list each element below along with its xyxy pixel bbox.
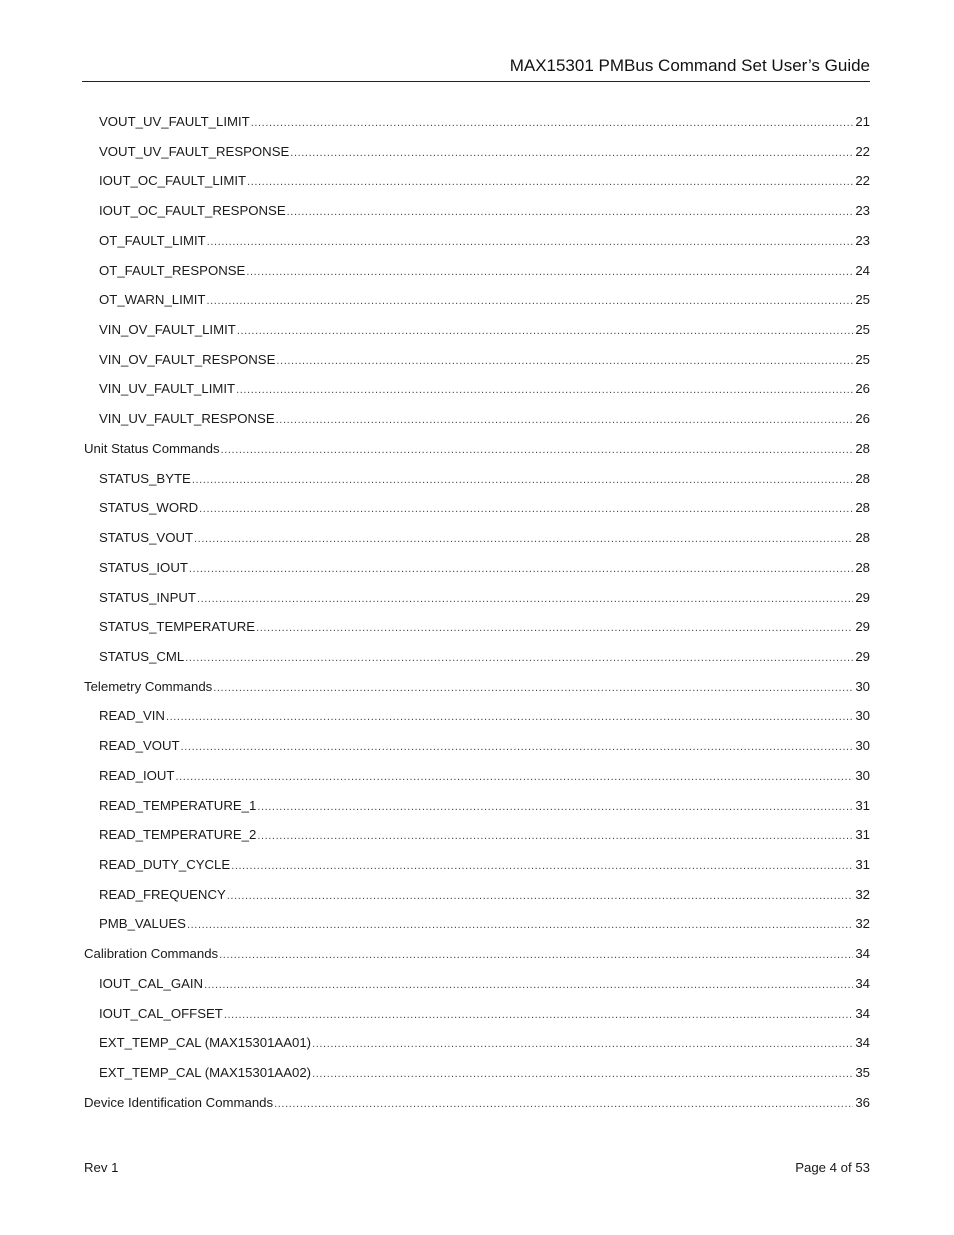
toc-entry-page-number: 28 [855,500,870,516]
toc-entry-page-number: 31 [855,827,870,843]
footer-page-indicator: Page 4 of 53 [795,1160,870,1175]
toc-entry-page-number: 22 [855,143,870,159]
toc-dot-leader [236,376,853,406]
toc-entry-page-number: 28 [855,470,870,486]
toc-dot-leader [274,1090,853,1120]
toc-dot-leader [166,703,853,733]
toc-subsection-entry[interactable] [84,226,870,256]
toc-subsection-entry[interactable] [84,1058,870,1088]
toc-dot-leader [192,466,853,496]
document-title: MAX15301 PMBus Command Set User’s Guide [509,56,870,75]
toc-entry-page-number: 26 [855,411,870,427]
toc-subsection-entry[interactable] [84,553,870,583]
toc-entry-page-number: 30 [855,767,870,783]
toc-entry-label: Unit Status Commands [84,440,220,456]
toc-entry-page-number: 32 [855,916,870,932]
toc-subsection-entry[interactable] [84,731,870,761]
toc-section-entry[interactable] [84,1088,870,1118]
toc-dot-leader [246,258,853,288]
toc-entry-label: OT_FAULT_LIMIT [99,232,206,248]
toc-dot-leader [221,436,853,466]
toc-dot-leader [197,585,853,615]
toc-subsection-entry[interactable] [84,701,870,731]
toc-subsection-entry[interactable] [84,612,870,642]
table-of-contents [84,107,870,1117]
toc-dot-leader [257,793,853,823]
toc-dot-leader [312,1060,853,1090]
toc-subsection-entry[interactable] [84,285,870,315]
toc-dot-leader [213,674,853,704]
toc-entry-label: Calibration Commands [84,946,219,962]
toc-entry-label: OT_FAULT_RESPONSE [99,262,246,278]
toc-subsection-entry[interactable] [84,791,870,821]
toc-entry-page-number: 28 [855,559,870,575]
toc-subsection-entry[interactable] [84,404,870,434]
toc-entry-page-number: 30 [855,708,870,724]
toc-entry-label: Device Identification Commands [84,1094,274,1110]
toc-entry-label: VOUT_UV_FAULT_RESPONSE [99,143,290,159]
toc-subsection-entry[interactable] [84,315,870,345]
toc-dot-leader [276,347,853,377]
toc-entry-label: VIN_UV_FAULT_LIMIT [99,381,236,397]
toc-entry-page-number: 24 [855,262,870,278]
toc-dot-leader [181,733,853,763]
toc-entry-label: IOUT_OC_FAULT_LIMIT [99,173,247,189]
toc-section-entry[interactable] [84,939,870,969]
toc-entry-label: STATUS_TEMPERATURE [99,619,256,635]
toc-dot-leader [256,614,853,644]
toc-entry-page-number: 25 [855,292,870,308]
toc-subsection-entry[interactable] [84,166,870,196]
toc-entry-page-number: 22 [855,173,870,189]
toc-dot-leader [251,109,853,139]
toc-dot-leader [224,1001,853,1031]
toc-entry-page-number: 32 [855,886,870,902]
toc-entry-label: READ_DUTY_CYCLE [99,856,231,872]
toc-entry-label: READ_VOUT [99,738,180,754]
toc-subsection-entry[interactable] [84,137,870,167]
toc-entry-page-number: 34 [855,1005,870,1021]
toc-section-entry[interactable] [84,434,870,464]
toc-entry-page-number: 31 [855,856,870,872]
toc-entry-label: VOUT_UV_FAULT_LIMIT [99,114,250,129]
toc-subsection-entry[interactable] [84,880,870,910]
toc-subsection-entry[interactable] [84,523,870,553]
toc-dot-leader [312,1030,853,1060]
toc-entry-label: READ_TEMPERATURE_1 [99,797,257,813]
toc-dot-leader [207,287,854,317]
toc-dot-leader [290,139,853,169]
toc-subsection-entry[interactable] [84,820,870,850]
toc-subsection-entry[interactable] [84,493,870,523]
toc-dot-leader [185,644,853,674]
toc-entry-label: STATUS_CML [99,648,185,664]
toc-entry-page-number: 23 [855,232,870,248]
toc-entry-page-number: 30 [855,738,870,754]
toc-subsection-entry[interactable] [84,256,870,286]
toc-entry-page-number: 28 [855,440,870,456]
toc-subsection-entry[interactable] [84,642,870,672]
toc-dot-leader [219,941,853,971]
toc-subsection-entry[interactable] [84,196,870,226]
toc-subsection-entry[interactable] [84,107,870,137]
toc-entry-label: EXT_TEMP_CAL (MAX15301AA01) [99,1035,312,1051]
toc-dot-leader [257,822,853,852]
toc-dot-leader [227,882,853,912]
toc-dot-leader [276,406,853,436]
toc-entry-label: IOUT_OC_FAULT_RESPONSE [99,203,286,219]
toc-dot-leader [189,555,853,585]
toc-subsection-entry[interactable] [84,464,870,494]
toc-dot-leader [247,168,853,198]
toc-dot-leader [204,971,853,1001]
toc-entry-page-number: 35 [855,1065,870,1080]
toc-entry-page-number: 28 [855,530,870,546]
toc-entry-page-number: 29 [855,619,870,635]
toc-entry-label: Telemetry Commands [84,678,213,694]
toc-dot-leader [199,495,853,525]
toc-entry-label: STATUS_IOUT [99,559,188,575]
toc-dot-leader [175,763,853,793]
toc-subsection-entry[interactable] [84,999,870,1029]
toc-entry-label: OT_WARN_LIMIT [99,292,206,308]
toc-dot-leader [287,198,853,228]
toc-entry-label: VIN_UV_FAULT_RESPONSE [99,411,275,427]
toc-entry-page-number: 34 [855,946,870,962]
toc-entry-label: VIN_OV_FAULT_LIMIT [99,322,236,338]
toc-entry-label: READ_IOUT [99,767,175,783]
toc-entry-label: READ_TEMPERATURE_2 [99,827,257,843]
toc-dot-leader [231,852,853,882]
toc-entry-page-number: 30 [855,678,870,694]
toc-entry-label: READ_VIN [99,708,165,724]
footer-revision: Rev 1 [84,1160,119,1175]
toc-entry-label: STATUS_WORD [99,500,199,516]
toc-entry-label: IOUT_CAL_OFFSET [99,1005,223,1021]
toc-subsection-entry[interactable] [84,583,870,613]
toc-subsection-entry[interactable] [84,850,870,880]
toc-entry-label: VIN_OV_FAULT_RESPONSE [99,351,276,367]
toc-entry-page-number: 29 [855,589,870,605]
toc-entry-page-number: 29 [855,648,870,664]
toc-entry-label: STATUS_BYTE [99,470,191,486]
toc-entry-page-number: 25 [855,322,870,338]
toc-entry-page-number: 34 [855,975,870,991]
toc-entry-page-number: 36 [855,1094,870,1110]
toc-entry-label: IOUT_CAL_GAIN [99,975,204,991]
toc-dot-leader [194,525,853,555]
toc-subsection-entry[interactable] [84,909,870,939]
toc-entry-label: STATUS_VOUT [99,530,194,546]
toc-entry-page-number: 23 [855,203,870,219]
toc-entry-page-number: 21 [855,114,870,129]
toc-entry-page-number: 25 [855,351,870,367]
toc-subsection-entry[interactable] [84,345,870,375]
toc-entry-label: EXT_TEMP_CAL (MAX15301AA02) [99,1065,312,1080]
toc-entry-label: STATUS_INPUT [99,589,196,605]
toc-subsection-entry[interactable] [84,1028,870,1058]
toc-subsection-entry[interactable] [84,374,870,404]
toc-entry-page-number: 26 [855,381,870,397]
toc-subsection-entry[interactable] [84,969,870,999]
toc-subsection-entry[interactable] [84,761,870,791]
toc-entry-page-number: 31 [855,797,870,813]
toc-dot-leader [187,911,853,941]
toc-entry-page-number: 34 [855,1035,870,1051]
toc-section-entry[interactable] [84,672,870,702]
toc-entry-label: READ_FREQUENCY [99,886,226,902]
toc-dot-leader [207,228,853,258]
header-divider [82,81,870,82]
toc-dot-leader [237,317,853,347]
toc-entry-label: PMB_VALUES [99,916,186,932]
